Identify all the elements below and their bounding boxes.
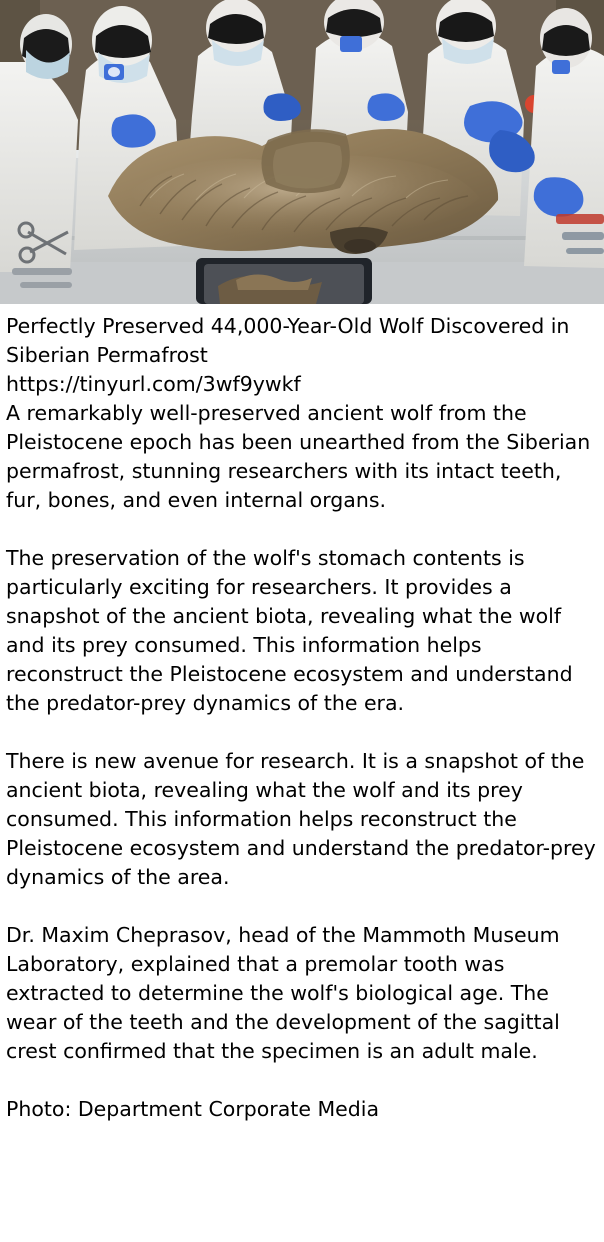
- article-paragraph-1: A remarkably well-preserved ancient wolf from the Pleistocene epoch has been unearthed from the Siberian permafrost, stunning researchers with its intact teeth, fur, bones, and even internal organs.: [6, 401, 591, 512]
- wolf-carcass: [108, 129, 498, 254]
- article-headline: Perfectly Preserved 44,000-Year-Old Wolf Discovered in Siberian Permafrost: [6, 314, 570, 367]
- paragraph-spacer: [6, 718, 598, 747]
- paragraph-spacer: [6, 1066, 598, 1095]
- article-paragraph-3: There is new avenue for research. It is a snapshot of the ancient biota, revealing what the wolf and its prey consumed. This information helps reconstruct the Pleistocene ecosystem and understand the predator-prey dynamics of the area.: [6, 749, 596, 889]
- paragraph-spacer: [6, 515, 598, 544]
- paragraph-spacer: [6, 892, 598, 921]
- photo-illustration: [0, 0, 604, 304]
- article-paragraph-4: Dr. Maxim Cheprasov, head of the Mammoth Museum Laboratory, explained that a premolar tooth was extracted to determine the wolf's biological age. The wear of the teeth and the development of the sagittal crest confirmed that the specimen is an adult male.: [6, 923, 560, 1063]
- photo-credit: Photo: Department Corporate Media: [6, 1097, 380, 1121]
- article-paragraph-2: The preservation of the wolf's stomach contents is particularly exciting for researchers. It provides a snapshot of the ancient biota, revealing what the wolf and its prey consumed. This information helps reconstruct the Pleistocene ecosystem and understand the predator-prey dynamics of the era.: [6, 546, 573, 715]
- article-text: [0, 304, 604, 1134]
- article-link[interactable]: https://tinyurl.com/3wf9ywkf: [6, 372, 301, 396]
- specimen-tray: [196, 258, 372, 304]
- article-photo: [0, 0, 604, 304]
